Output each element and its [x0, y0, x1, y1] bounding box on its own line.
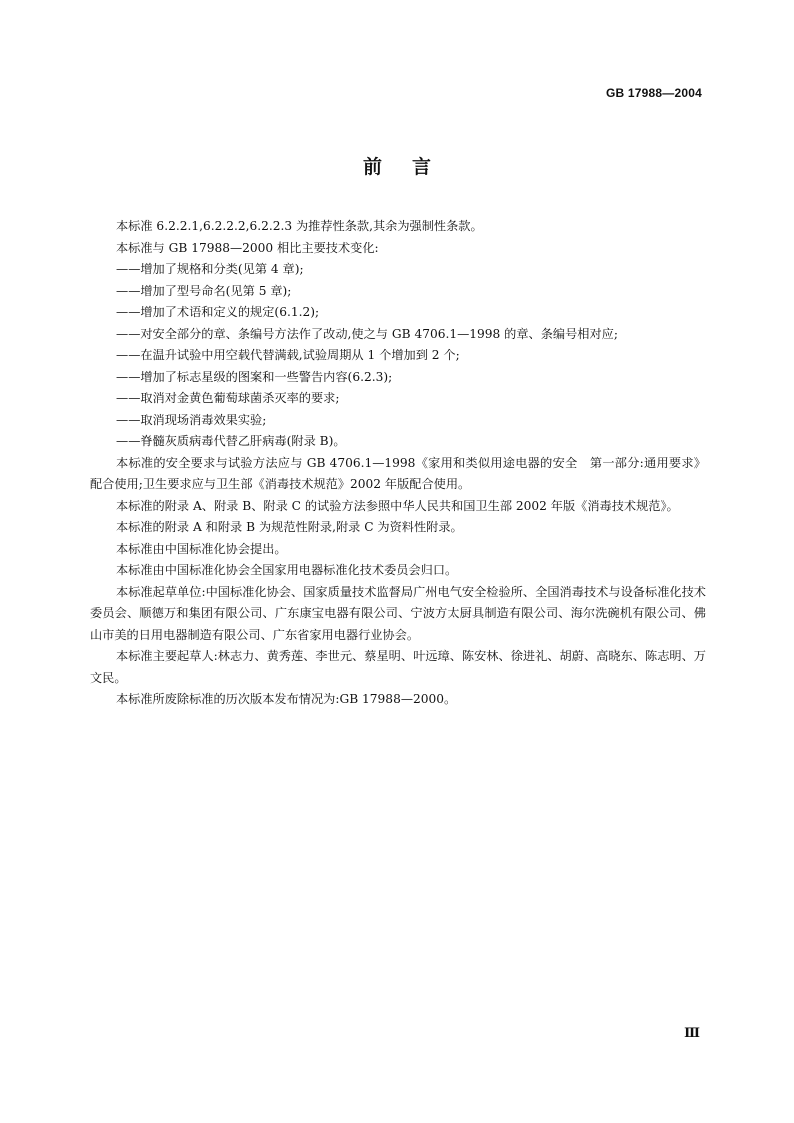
list-item: ——取消对金黄色葡萄球菌杀灭率的要求;	[116, 391, 340, 405]
list-item: ——增加了规格和分类(见第 4 章);	[116, 262, 304, 276]
paragraph-annex-types: 本标准的附录 A 和附录 B 为规范性附录,附录 C 为资料性附录。	[116, 520, 463, 534]
standard-code-header: GB 17988—2004	[606, 86, 702, 100]
paragraph-drafting-units: 本标准起草单位:中国标准化协会、国家质量技术监督局广州电气安全检验所、全国消毒技术与设备标准化技术委员会、顺德万和集团有限公司、广东康宝电器有限公司、宁波方太厨具制造有限公司、海尔洗碗机有限公司、佛山市美的日用电器制造有限公司、广东省家用电器行业协会。	[90, 584, 706, 642]
paragraph-test-methods: 本标准的附录 A、附录 B、附录 C 的试验方法参照中华人民共和国卫生部 2002 年版《消毒技术规范》。	[116, 498, 679, 513]
page-number: Ⅲ	[684, 1025, 700, 1040]
list-item: ——增加了型号命名(见第 5 章);	[116, 283, 292, 298]
paragraph-proposed-by: 本标准由中国标准化协会提出。	[116, 541, 287, 556]
paragraph-clause-scope: 本标准 6.2.2.1,6.2.2.2,6.2.2.3 为推荐性条款,其余为强制性条款。	[116, 219, 483, 233]
list-item: ——增加了术语和定义的规定(6.1.2);	[116, 305, 320, 319]
list-item: ——增加了标志星级的图案和一些警告内容(6.2.3);	[116, 369, 393, 384]
paragraph-superseded-editions: 本标准所废除标准的历次版本发布情况为:GB 17988—2000。	[116, 692, 457, 706]
paragraph-administered-by: 本标准由中国标准化协会全国家用电器标准化技术委员会归口。	[116, 563, 458, 577]
paragraph-changes-intro: 本标准与 GB 17988—2000 相比主要技术变化:	[116, 240, 379, 255]
list-item: ——取消现场消毒效果实验;	[116, 412, 267, 427]
list-item: ——在温升试验中用空载代替满载,试验周期从 1 个增加到 2 个;	[116, 348, 460, 362]
paragraph-related-standards: 本标准的安全要求与试验方法应与 GB 4706.1—1998《家用和类似用途电器的安全 第一部分:通用要求》配合使用;卫生要求应与卫生部《消毒技术规范》2002 年版配合使用。	[90, 455, 706, 491]
foreword-body	[90, 216, 706, 711]
paragraph-drafters: 本标准主要起草人:林志力、黄秀莲、李世元、蔡星明、叶远璋、陈安林、徐进礼、胡蔚、高晓东、陈志明、万文民。	[90, 649, 706, 685]
page-title: 前言	[362, 156, 461, 178]
list-item: ——对安全部分的章、条编号方法作了改动,使之与 GB 4706.1—1998 的章、条编号相对应;	[116, 326, 618, 341]
list-item: ——脊髓灰质病毒代替乙肝病毒(附录 B)。	[116, 434, 346, 448]
